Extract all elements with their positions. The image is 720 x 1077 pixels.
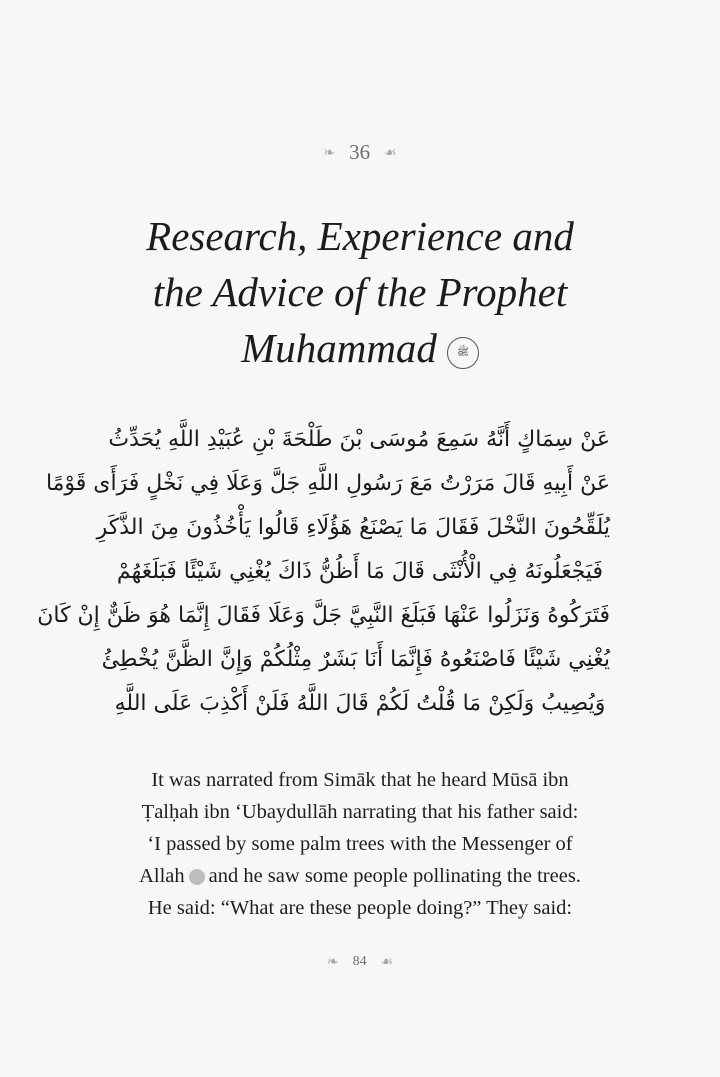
salawat-icon: ﷺ: [447, 337, 479, 369]
english-translation: [100, 764, 620, 924]
arabic-line: يُغْنِي شَيْئًا فَاصْنَعُوهُ فَإِنَّمَا أَنَا بَشَرٌ مِثْلُكُمْ وَإِنَّ الظَّنَّ يُخْطِئُ: [101, 647, 610, 672]
page-number: [0, 954, 720, 970]
arabic-line: فَتَرَكُوهُ وَنَزَلُوا عَنْهَا فَبَلَغَ النَّبِيَّ جَلَّ وَعَلَا فَقَالَ إِنَّمَا هُوَ ظَنٌّ إِنْ كَانَ: [37, 603, 610, 628]
arabic-hadith-text: [37, 418, 610, 726]
ornament-right-icon: ☙: [380, 954, 394, 970]
chapter-number: [0, 140, 720, 165]
english-line: Ṭalḥah ibn ‘Ubaydullāh narrating that his father said:: [141, 801, 579, 823]
salawat-icon: [189, 869, 205, 885]
english-line: It was narrated from Simāk that he heard Mūsā ibn: [151, 769, 569, 791]
arabic-line: وَيُصِيبُ وَلَكِنْ مَا قُلْتُ لَكُمْ قَالَ اللَّهُ فَلَنْ أَكْذِبَ عَلَى اللَّهِ: [114, 691, 606, 716]
arabic-line: فَيَجْعَلُونَهُ فِي الْأُنْثَى قَالَ مَا أَظُنُّ ذَاكَ يُغْنِي شَيْئًا فَبَلَغَهُمْ: [116, 559, 604, 584]
title-line-3: [0, 320, 720, 376]
english-line: ‘I passed by some palm trees with the Messenger of: [147, 833, 573, 855]
title-line-1: Research, Experience and: [146, 213, 574, 259]
arabic-line: عَنْ سِمَاكٍ أَنَّهُ سَمِعَ مُوسَى بْنَ طَلْحَةَ بْنِ عُبَيْدِ اللَّهِ يُحَدِّثُ: [108, 427, 610, 452]
page-number-text: 84: [352, 954, 367, 969]
english-line-4-prefix: Allah: [139, 865, 185, 887]
english-line: He said: “What are these people doing?” They said:: [147, 897, 573, 919]
chapter-title: [0, 208, 720, 376]
english-line-4-rest: and he saw some people pollinating the trees.: [208, 865, 581, 887]
chapter-number-text: 36: [349, 140, 371, 164]
title-line-2: the Advice of the Prophet: [152, 269, 568, 315]
title-line-3-text: Muhammad: [241, 325, 437, 371]
ornament-left-icon: ❧: [326, 954, 339, 970]
ornament-right-icon: ☙: [384, 144, 397, 161]
ornament-left-icon: ❧: [323, 144, 336, 161]
arabic-line: يُلَقِّحُونَ النَّخْلَ فَقَالَ مَا يَصْنَعُ هَؤُلَاءِ قَالُوا يَأْخُذُونَ مِنَ الذَّكَرِ: [96, 515, 610, 540]
arabic-line: عَنْ أَبِيهِ قَالَ مَرَرْتُ مَعَ رَسُولِ اللَّهِ جَلَّ وَعَلَا فِي نَخْلٍ فَرَأَى قَوْمًا: [45, 471, 610, 496]
english-line: [100, 860, 620, 892]
